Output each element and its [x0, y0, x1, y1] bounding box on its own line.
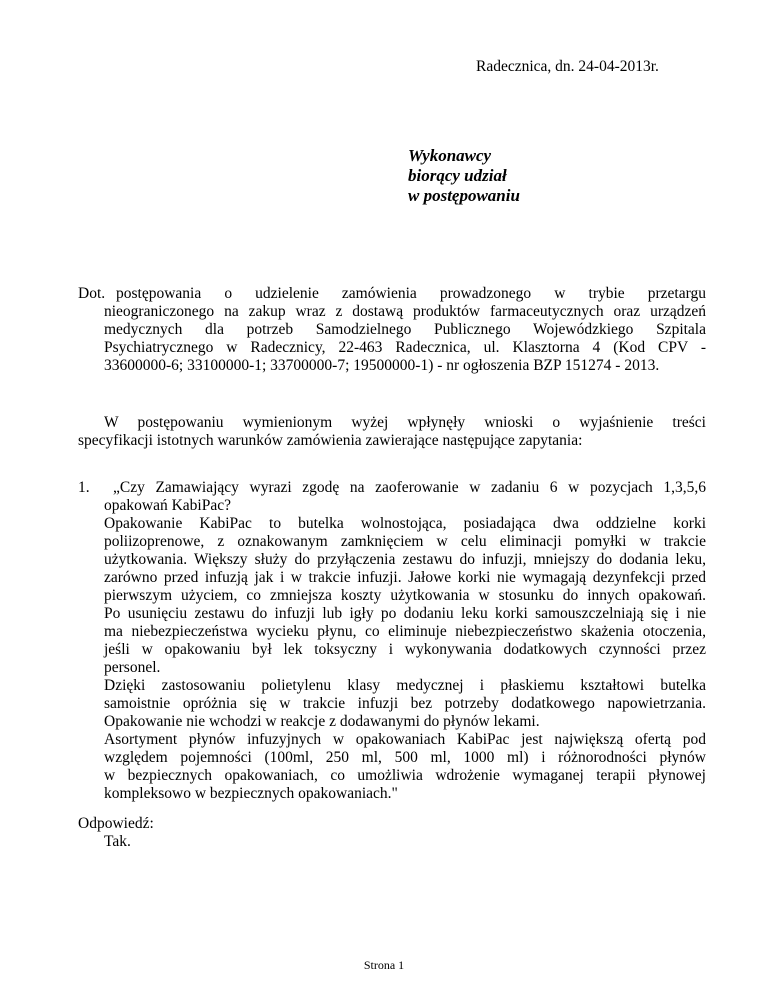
question-line: poliizoprenowe, z oznakowanym zamknięciem w celu eliminacji pomyłki w trakcie [104, 533, 706, 550]
addressee-block [408, 146, 520, 206]
question-line: względem pojemności (100ml, 250 ml, 500 ml, 1000 ml) i różnorodności płynów [104, 749, 706, 766]
place-and-date: Radecznica, dn. 24-04-2013r. [476, 58, 659, 75]
intro-paragraph [78, 414, 706, 450]
subject-block [78, 285, 706, 375]
subject-label: Dot. [78, 285, 106, 302]
question-line: zarówno przed infuzją jak i w trakcie infuzji. Jałowe korki nie wymagają dezynfekcji przed [104, 569, 706, 586]
question-line: samoistnie opróżnia się w trakcie infuzji bez potrzeby dodatkowego napowietrzania. [104, 695, 706, 712]
subject-line: nieograniczonego na zakup wraz z dostawą produktów farmaceutycznych oraz urządzeń [104, 303, 706, 320]
question-line: pierwszym użyciem, co zmniejsza koszty użytkowania w stosunku do innych opakowań. [104, 587, 706, 604]
subject-line: medycznych dla potrzeb Samodzielnego Publicznego Wojewódzkiego Szpitala [104, 321, 706, 338]
question-line: użytkowania. Większy służy do przyłączenia zestawu do infuzji, mniejszy do dodania leku, [104, 551, 706, 568]
question-line: „Czy Zamawiający wyrazi zgodę na zaoferowanie w zadaniu 6 w pozycjach 1,3,5,6 [113, 479, 706, 496]
question-number: 1. [78, 479, 90, 496]
answer-block [78, 815, 478, 851]
question-line: Dzięki zastosowaniu polietylenu klasy medycznej i płaskiemu kształtowi butelka [104, 677, 706, 694]
question-line: ma niebezpieczeństwa wycieku płynu, co eliminuje niebezpieczeństwo skażenia otoczenia, [104, 623, 706, 640]
question-line: w bezpiecznych opakowaniach, co umożliwia wdrożenie wymaganej terapii płynowej [104, 767, 706, 784]
subject-line: Psychiatrycznego w Radecznicy, 22-463 Radecznica, ul. Klasztorna 4 (Kod CPV - [104, 339, 706, 356]
subject-line: 33600000-6; 33100000-1; 33700000-7; 19500000-1) - nr ogłoszenia BZP 151274 - 2013. [104, 357, 660, 374]
question-line: kompleksowo w bezpiecznych opakowaniach." [104, 785, 398, 802]
intro-line: W postępowaniu wymienionym wyżej wpłynęły wnioski o wyjaśnienie treści [104, 414, 706, 431]
answer-label: Odpowiedź: [78, 815, 154, 832]
answer-text: Tak. [104, 833, 131, 850]
question-text [104, 479, 706, 803]
addressee-line: biorący udział [408, 166, 507, 185]
question-line: personel. [104, 659, 161, 676]
question-line: Opakowanie KabiPac to butelka wolnostojąca, posiadająca dwa oddzielne korki [104, 515, 706, 532]
question-line: Opakowanie nie wchodzi w reakcje z dodawanymi do płynów lekami. [104, 713, 540, 730]
question-line: jeśli w opakowaniu był lek toksyczny i wykonywania dodatkowych czynności przez [104, 641, 706, 658]
subject-line: postępowania o udzielenie zamówienia prowadzonego w trybie przetargu [116, 285, 706, 302]
addressee-line: Wykonawcy [408, 146, 492, 165]
page-number: Strona 1 [363, 958, 405, 972]
question-line: opakowań KabiPac? [104, 497, 231, 514]
question-line: Asortyment płynów infuzyjnych w opakowaniach KabiPac jest największą ofertą pod [104, 731, 706, 748]
question-line: Po usunięciu zestawu do infuzji lub igły po dodaniu leku korki samouszczelniają się i nie [104, 605, 706, 622]
addressee-line: w postępowaniu [408, 186, 520, 205]
intro-line: specyfikacji istotnych warunków zamówienia zawierające następujące zapytania: [78, 432, 583, 449]
